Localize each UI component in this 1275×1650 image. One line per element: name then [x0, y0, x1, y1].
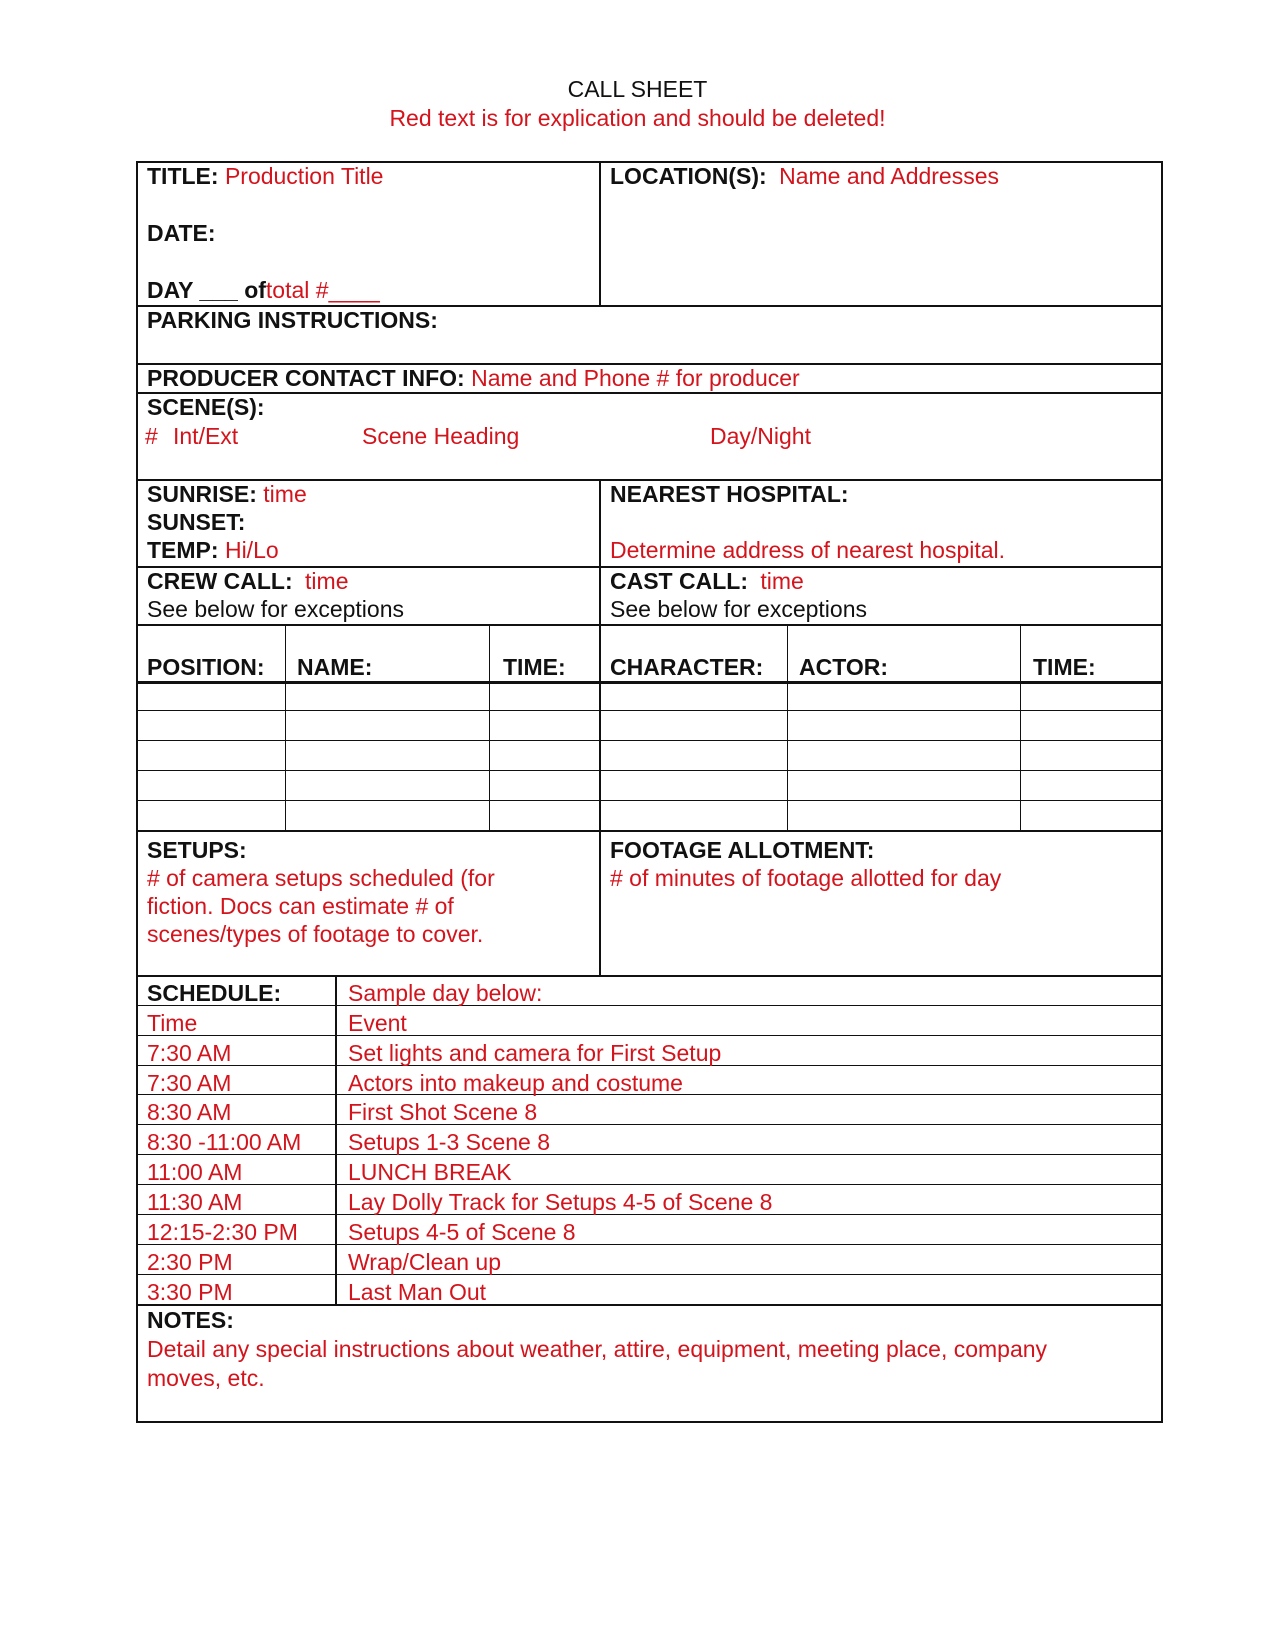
- schedule-row-rule: [136, 1184, 1163, 1185]
- schedule-event: Lay Dolly Track for Setups 4-5 of Scene 8: [348, 1189, 773, 1215]
- roster-header-actor: ACTOR:: [799, 654, 889, 680]
- date-label: DATE:: [147, 220, 216, 246]
- schedule-time: 3:30 PM: [147, 1279, 233, 1305]
- column-divider: [489, 624, 490, 830]
- scene-number-column: #: [145, 423, 158, 449]
- schedule-time: 8:30 -11:00 AM: [147, 1129, 302, 1155]
- producer-field: [147, 364, 800, 392]
- schedule-row-rule: [136, 1124, 1163, 1125]
- schedule-column-divider: [335, 975, 337, 1304]
- of-label: of: [244, 277, 266, 303]
- roster-header-rule: [136, 681, 1163, 684]
- sunrise-value: time: [263, 481, 307, 507]
- title-value: Production Title: [224, 163, 384, 189]
- schedule-time: 2:30 PM: [147, 1249, 233, 1275]
- roster-row-rule: [136, 710, 1163, 711]
- divider: [136, 975, 1163, 977]
- divider: [136, 392, 1163, 394]
- column-divider: [599, 624, 601, 830]
- temp-value: Hi/Lo: [224, 537, 279, 563]
- roster-header-cast-time: TIME:: [1033, 654, 1096, 680]
- page-title: CALL SHEET: [567, 76, 708, 102]
- hospital-value: Determine address of nearest hospital.: [610, 537, 1006, 563]
- temp-label: TEMP:: [147, 537, 219, 563]
- total-days-label: total #____: [265, 277, 380, 303]
- crew-call-value: time: [305, 568, 349, 594]
- cast-call-field: [610, 567, 804, 595]
- scenes-label: SCENE(S):: [147, 394, 265, 420]
- roster-row-rule: [136, 770, 1163, 771]
- divider: [136, 830, 1163, 832]
- crew-call-label: CREW CALL:: [147, 568, 293, 594]
- schedule-intro: Sample day below:: [348, 980, 543, 1006]
- roster-header-time: TIME:: [503, 654, 566, 680]
- setups-description-line: fiction. Docs can estimate # of: [147, 893, 454, 919]
- parking-label: PARKING INSTRUCTIONS:: [147, 307, 438, 333]
- producer-value: Name and Phone # for producer: [471, 365, 800, 391]
- schedule-event: Setups 1-3 Scene 8: [348, 1129, 551, 1155]
- scene-heading-column: Scene Heading: [362, 423, 520, 449]
- setups-label: SETUPS:: [147, 837, 247, 863]
- crew-call-note: See below for exceptions: [147, 596, 404, 622]
- cast-call-label: CAST CALL:: [610, 568, 748, 594]
- schedule-time: 12:15-2:30 PM: [147, 1219, 298, 1245]
- schedule-time: 8:30 AM: [147, 1099, 232, 1125]
- location-label: LOCATION(S):: [610, 163, 767, 189]
- notes-description-line: Detail any special instructions about weather, attire, equipment, meeting place, company: [147, 1336, 1048, 1362]
- column-divider: [599, 161, 601, 305]
- column-divider: [285, 624, 286, 830]
- column-divider: [599, 479, 601, 624]
- scene-day-night-column: Day/Night: [710, 423, 811, 449]
- schedule-event: Event: [348, 1010, 407, 1036]
- footage-value: # of minutes of footage allotted for day: [610, 865, 1002, 891]
- schedule-event: First Shot Scene 8: [348, 1099, 538, 1125]
- schedule-time: Time: [147, 1010, 198, 1036]
- schedule-event: Actors into makeup and costume: [348, 1070, 683, 1096]
- footage-label: FOOTAGE ALLOTMENT:: [610, 837, 875, 863]
- roster-header-name: NAME:: [297, 654, 373, 680]
- roster-row-rule: [136, 800, 1163, 801]
- crew-call-field: [147, 567, 348, 595]
- schedule-time: 11:00 AM: [147, 1159, 243, 1185]
- cast-call-value: time: [760, 568, 804, 594]
- divider: [136, 624, 1163, 626]
- schedule-time: 7:30 AM: [147, 1070, 232, 1096]
- schedule-event: Wrap/Clean up: [348, 1249, 501, 1275]
- cast-call-note: See below for exceptions: [610, 596, 867, 622]
- schedule-row-rule: [136, 1005, 1163, 1006]
- schedule-label: SCHEDULE:: [147, 980, 282, 1006]
- sunrise-label: SUNRISE:: [147, 481, 257, 507]
- location-value: Name and Addresses: [779, 163, 1000, 189]
- title-field: [147, 162, 383, 190]
- temp-field: [147, 536, 279, 564]
- sunrise-field: [147, 480, 307, 508]
- schedule-time: 7:30 AM: [147, 1040, 232, 1066]
- schedule-time: 11:30 AM: [147, 1189, 243, 1215]
- schedule-event: Last Man Out: [348, 1279, 487, 1305]
- schedule-event: Setups 4-5 of Scene 8: [348, 1219, 576, 1245]
- notes-label: NOTES:: [147, 1307, 234, 1333]
- producer-label: PRODUCER CONTACT INFO:: [147, 365, 465, 391]
- day-label: DAY ___: [147, 277, 238, 303]
- schedule-row-rule: [136, 1035, 1163, 1036]
- roster-header-character: CHARACTER:: [610, 654, 764, 680]
- column-divider: [787, 624, 788, 830]
- column-divider: [1020, 624, 1021, 830]
- day-field: [147, 276, 380, 304]
- title-label: TITLE:: [147, 163, 219, 189]
- page-subtitle: Red text is for explication and should be deleted!: [389, 105, 886, 131]
- notes-description-line: moves, etc.: [147, 1365, 265, 1391]
- schedule-row-rule: [136, 1274, 1163, 1275]
- column-divider: [599, 830, 601, 975]
- location-field: [610, 162, 999, 190]
- schedule-event: Set lights and camera for First Setup: [348, 1040, 722, 1066]
- sunset-label: SUNSET:: [147, 509, 246, 535]
- hospital-label: NEAREST HOSPITAL:: [610, 481, 849, 507]
- setups-description-line: # of camera setups scheduled (for: [147, 865, 495, 891]
- divider: [136, 1304, 1163, 1306]
- roster-row-rule: [136, 740, 1163, 741]
- setups-description-line: scenes/types of footage to cover.: [147, 921, 484, 947]
- schedule-event: LUNCH BREAK: [348, 1159, 512, 1185]
- roster-header-position: POSITION:: [147, 654, 265, 680]
- scene-int-ext-column: Int/Ext: [173, 423, 239, 449]
